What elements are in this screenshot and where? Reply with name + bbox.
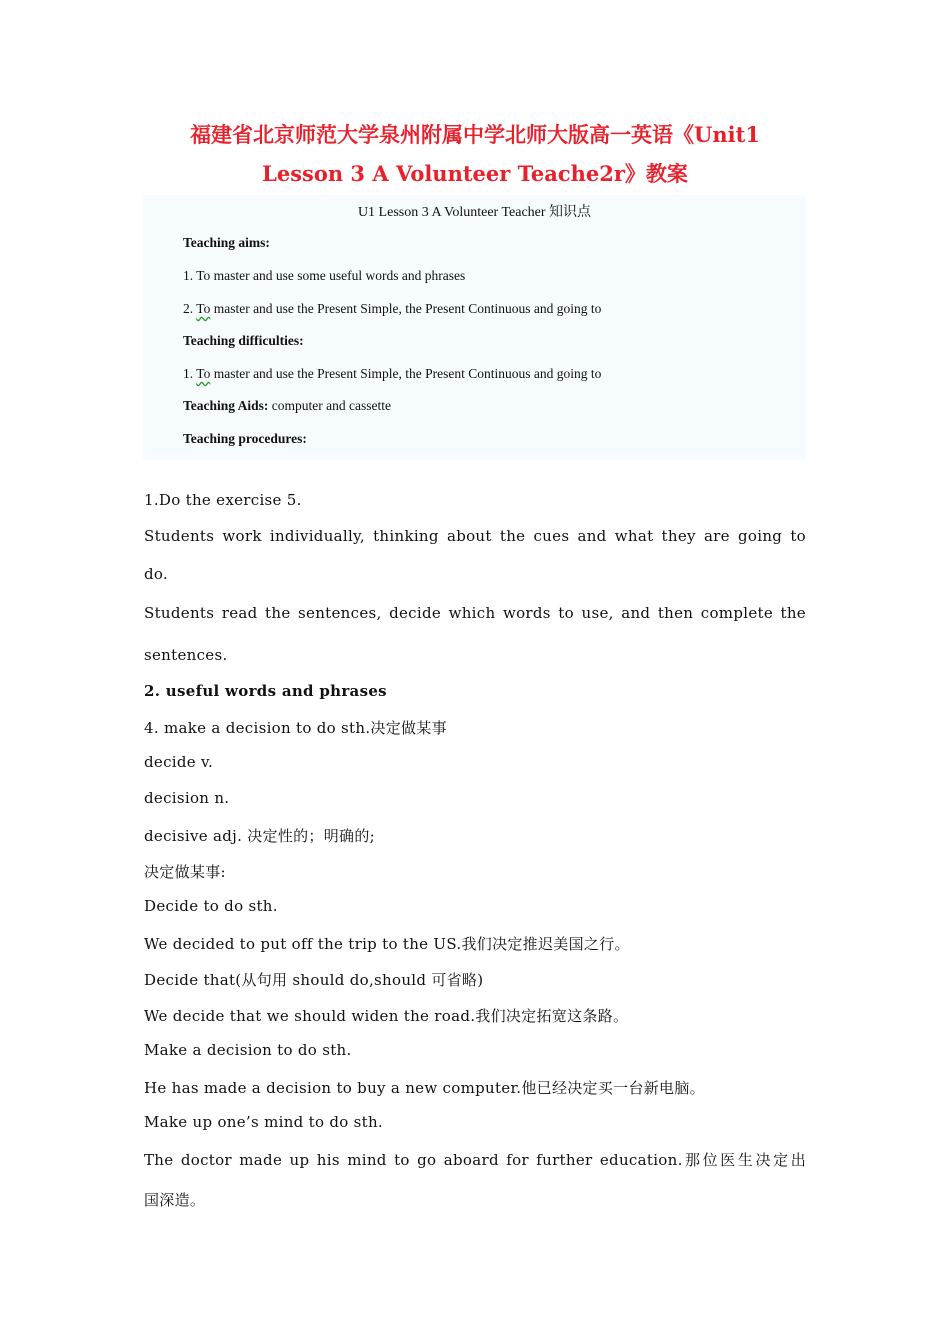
difficulties-heading: Teaching difficulties: [183,333,304,348]
difficulty-item-1: 1. To master and use the Present Simple, the Present Continuous and going to [183,366,602,381]
document-title-line-2: Lesson 3 A Volunteer Teache2r》教案 [262,161,688,186]
body-line: We decide that we should widen the road.我们决定拓宽这条路。 [144,1007,629,1025]
aids-line: Teaching Aids: computer and cassette [183,398,391,413]
body-line: Make a decision to do sth. [144,1041,352,1059]
panel-subtitle: U1 Lesson 3 A Volunteer Teacher 知识点 [357,205,592,220]
body-line: Decide that(从句用 should do,should 可省略) [144,971,484,989]
body-line: We decided to put off the trip to the US.我们决定推迟美国之行。 [144,935,630,953]
body-line: Make up one’s mind to do sth. [144,1113,384,1131]
knowledge-points-panel [143,195,806,460]
document-title-line-1: 福建省北京师范大学泉州附属中学北师大版高一英语《Unit1 [190,122,760,147]
body-line: decision n. [144,789,230,807]
body-line: 4. make a decision to do sth.决定做某事 [144,719,447,737]
body-line: sentences. [144,646,228,664]
body-line: The doctor made up his mind to go aboard for further education.那位医生决定出 [144,1151,806,1169]
body-line: He has made a decision to buy a new computer.他已经决定买一台新电脑。 [144,1079,705,1097]
body-line: Students read the sentences, decide which words to use, and then complete the [144,604,806,622]
body-line: decide v. [144,753,214,771]
procedures-heading: Teaching procedures: [183,431,307,446]
body-line: 决定做某事: [144,863,226,881]
body-line: Decide to do sth. [144,897,278,915]
body-line: 国深造。 [144,1191,206,1209]
body-line: Students work individually, thinking about the cues and what they are going to [144,527,806,545]
aims-heading: Teaching aims: [183,235,270,250]
section-heading: 2. useful words and phrases [144,682,387,700]
body-line: do. [144,565,169,583]
body-line: decisive adj. 决定性的；明确的; [144,827,375,845]
aim-item-1: 1. To master and use some useful words and phrases [183,268,466,283]
body-line: 1.Do the exercise 5. [144,491,302,509]
aim-item-2: 2. To master and use the Present Simple, the Present Continuous and going to [183,301,602,316]
